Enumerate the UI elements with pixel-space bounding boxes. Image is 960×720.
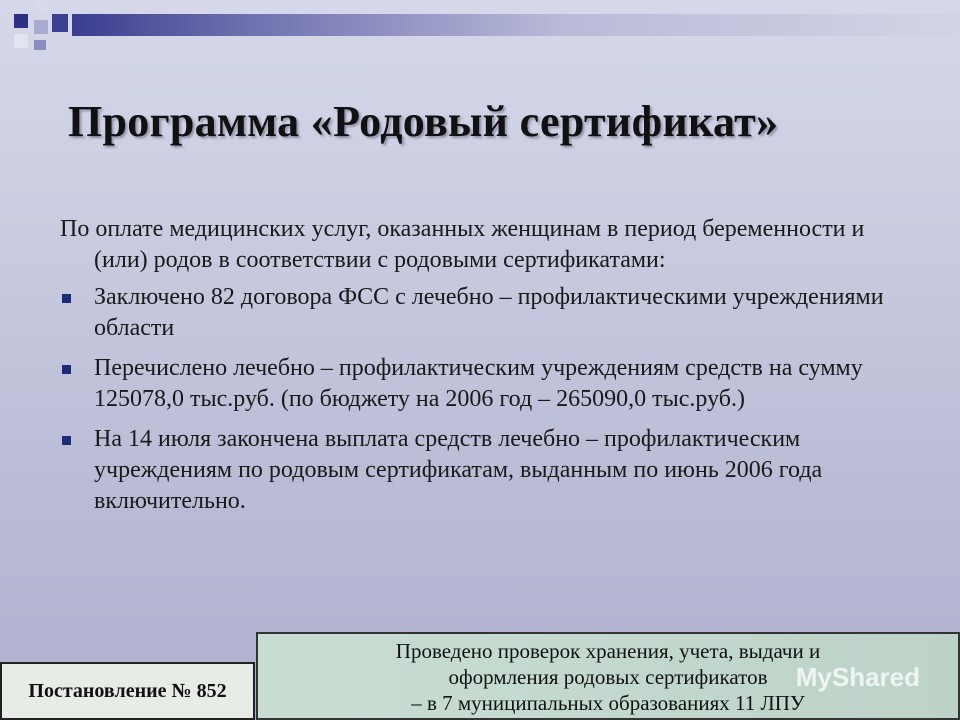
note-line: Проведено проверок хранения, учета, выдачи и bbox=[395, 639, 821, 663]
list-item: Заключено 82 договора ФСС с лечебно – профилактическими учреждениями области bbox=[60, 282, 900, 344]
resolution-label-box bbox=[0, 662, 255, 720]
slide-body bbox=[60, 214, 900, 526]
slide-title: Программа «Родовый сертификат» bbox=[68, 97, 779, 146]
decor-square-4 bbox=[34, 20, 48, 34]
note-line: оформления родовых сертификатов bbox=[448, 665, 768, 689]
intro-paragraph: По оплате медицинских услуг, оказанных женщинам в период беременности и (или) родов в соответствии с родовыми сертификатами: bbox=[60, 216, 865, 273]
decor-square-5 bbox=[14, 34, 28, 48]
bullet-list bbox=[60, 282, 900, 517]
resolution-label: Постановление № 852 bbox=[28, 679, 227, 702]
square-bullet-icon bbox=[62, 365, 71, 374]
list-item: Перечислено лечебно – профилактическим учреждениям средств на сумму 125078,0 тыс.руб. (по бюджету на 2006 год – 265090,0 тыс.руб.) bbox=[60, 353, 900, 415]
watermark-logo: MyShared bbox=[795, 662, 920, 692]
square-bullet-icon bbox=[62, 294, 71, 303]
decor-square-3 bbox=[52, 14, 68, 32]
note-line: – в 7 муниципальных образованиях 11 ЛПУ bbox=[411, 691, 805, 715]
decor-square-2 bbox=[34, 0, 48, 14]
square-bullet-icon bbox=[62, 436, 71, 445]
decor-square-1 bbox=[14, 14, 28, 28]
decor-square-6 bbox=[34, 40, 46, 50]
list-item: На 14 июля закончена выплата средств лечебно – профилактическим учреждениям по родовым сертификатам, выданным по июнь 2006 года включительно. bbox=[60, 424, 900, 517]
header-bar bbox=[72, 14, 960, 36]
